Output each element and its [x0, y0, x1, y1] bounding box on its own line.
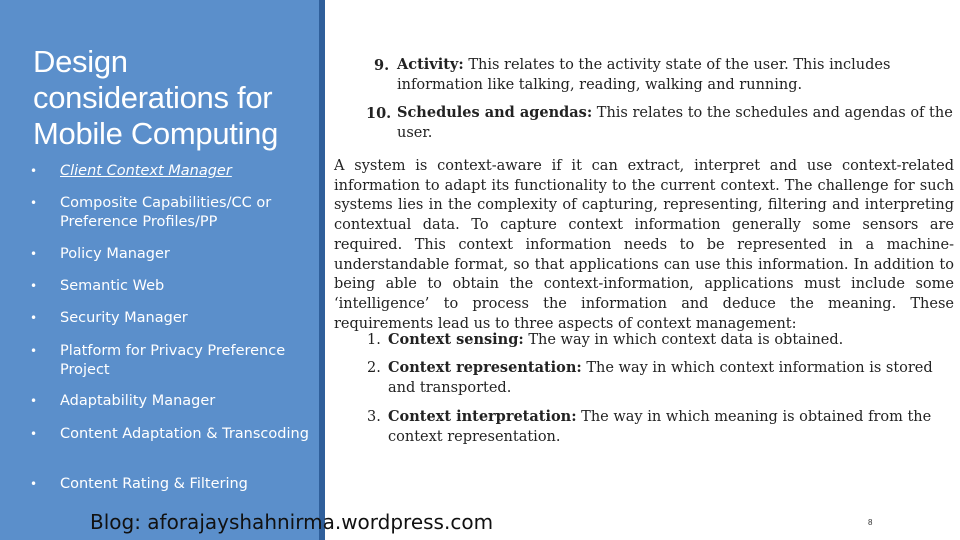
context-aware-paragraph: A system is context-aware if it can extract, interpret and use context-related information to adapt its functionality to the current context. The challenge for such systems lies in the complexity of capturing, representing, filtering and interpreting contextual data. To capture context information generally some sensors are required. This context information needs to be represented in a machine-understandable format, so that applications can use this information. In addition to being able to obtain the context-information, applications must include some ‘intelligence’ to process the information and deduce the meaning. These requirements lead us to three aspects of context management: — [334, 158, 954, 332]
bullet-marker: • — [30, 344, 38, 358]
bullet-marker: • — [30, 247, 38, 261]
aspect-text: The way in which context data is obtained. — [528, 332, 844, 348]
item-term: Activity: — [397, 56, 464, 73]
bullet-marker: • — [30, 394, 38, 408]
aspect-term: Context sensing: — [388, 331, 524, 348]
bullet-marker: • — [30, 311, 38, 325]
bullet-item-adaptability-manager — [30, 392, 310, 411]
bullet-link-label[interactable]: Client Context Manager — [60, 163, 232, 179]
aspect-number: 2. — [367, 360, 381, 376]
bullet-item-semantic-web — [30, 277, 310, 296]
bullet-item-composite-capabilities — [30, 194, 310, 232]
blog-footer: Blog: aforajayshahnirma.wordpress.com — [90, 510, 494, 534]
item-number: 9. — [374, 57, 390, 74]
aspect-number: 3. — [367, 409, 381, 425]
aspect-text: The way in which context information is stored and transported. — [388, 360, 933, 396]
bullet-marker: • — [30, 477, 38, 491]
context-sensing-item — [388, 330, 953, 350]
bullet-label: Adaptability Manager — [60, 393, 216, 409]
context-representation-item — [388, 358, 953, 398]
bullet-label: Composite Capabilities/CC or Preference Profiles/PP — [60, 195, 272, 230]
activity-item — [397, 55, 953, 95]
bullet-label: Content Rating & Filtering — [60, 476, 248, 492]
sidebar-divider — [319, 0, 325, 540]
item-term: Schedules and agendas: — [397, 104, 593, 121]
bullet-item-security-manager — [30, 309, 310, 328]
bullet-marker: • — [30, 196, 38, 210]
bullet-marker: • — [30, 427, 38, 441]
item-text: This relates to the activity state of the user. This includes information like talking, reading, walking and running. — [397, 57, 891, 93]
aspect-number: 1. — [367, 332, 381, 348]
bullet-item-content-rating — [30, 475, 310, 494]
schedules-item — [397, 103, 953, 143]
scanned-book-excerpt — [326, 40, 960, 460]
bullet-marker: • — [30, 279, 38, 293]
bullet-label: Security Manager — [60, 310, 188, 326]
bullet-item-client-context-manager[interactable] — [30, 162, 310, 181]
aspect-text: The way in which meaning is obtained from the context representation. — [388, 409, 932, 445]
item-text: This relates to the schedules and agendas of the user. — [397, 105, 953, 141]
slide-title: Design considerations for Mobile Computing — [33, 44, 279, 151]
bullet-marker: • — [30, 164, 38, 178]
aspect-term: Context representation: — [388, 359, 582, 376]
aspect-term: Context interpretation: — [388, 408, 577, 425]
item-number: 10. — [366, 105, 392, 122]
bullet-label: Semantic Web — [60, 278, 165, 294]
bullet-label: Platform for Privacy Preference Project — [60, 343, 286, 378]
bullet-item-platform-privacy — [30, 342, 310, 380]
bullet-label: Policy Manager — [60, 246, 170, 262]
bullet-item-policy-manager — [30, 245, 310, 264]
bullet-item-content-adaptation — [30, 425, 310, 444]
page-number: 8 — [868, 518, 873, 527]
bullet-label: Content Adaptation & Transcoding — [60, 426, 309, 442]
context-interpretation-item — [388, 407, 953, 447]
